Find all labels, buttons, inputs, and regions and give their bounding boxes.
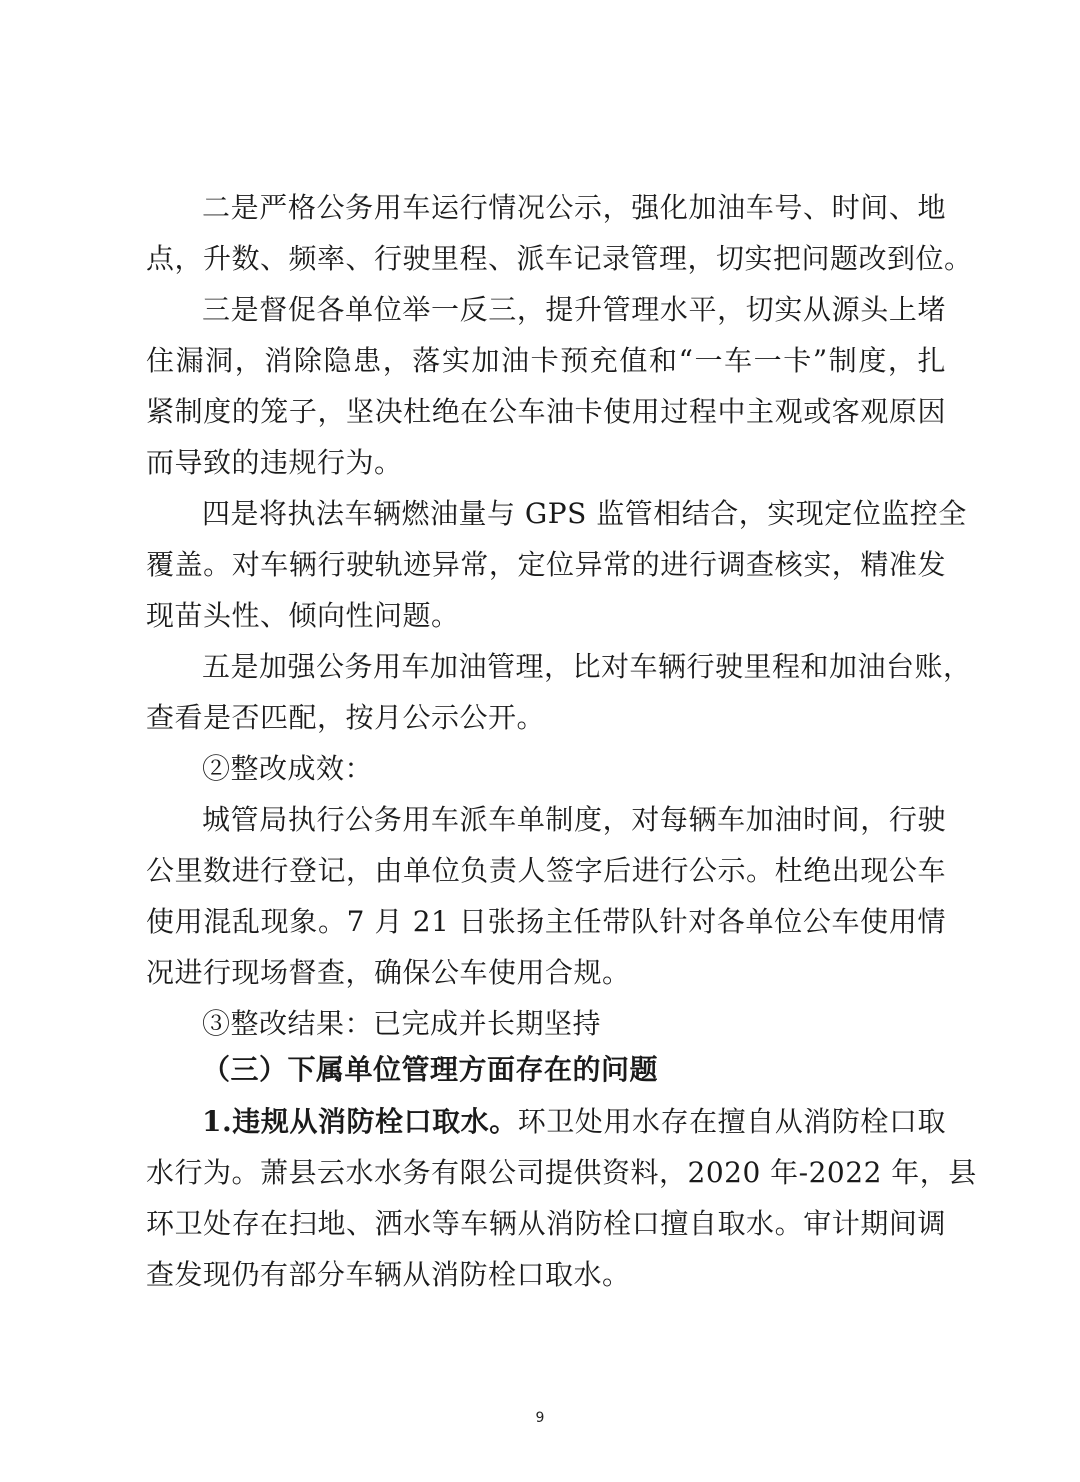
- paragraph-line: 三是督促各单位举一反三，提升管理水平，切实从源头上堵: [202, 293, 946, 326]
- paragraph-line: 水行为。萧县云水水务有限公司提供资料，2020 年-2022 年，县: [146, 1156, 977, 1189]
- paragraph-line: 覆盖。对车辆行驶轨迹异常，定位异常的进行调查核实，精准发: [146, 548, 946, 581]
- paragraph-line: 住漏洞，消除隐患，落实加油卡预充值和“一车一卡”制度，扎: [146, 344, 946, 377]
- item-text: 环卫处用水存在擅自从消防栓口取: [517, 1105, 946, 1138]
- paragraph-line: 况进行现场督查，确保公车使用合规。: [146, 956, 631, 989]
- page-number: 9: [535, 1410, 545, 1426]
- section-label: ③整改结果：已完成并长期坚持: [202, 1007, 602, 1040]
- paragraph-line: 城管局执行公务用车派车单制度，对每辆车加油时间，行驶: [202, 803, 946, 836]
- paragraph-line: 公里数进行登记，由单位负责人签字后进行公示。杜绝出现公车: [146, 854, 946, 887]
- item-heading: 1.违规从消防栓口取水。: [202, 1105, 518, 1138]
- paragraph-line: 现苗头性、倾向性问题。: [146, 599, 460, 632]
- paragraph-line: 五是加强公务用车加油管理，比对车辆行驶里程和加油台账，: [202, 650, 972, 683]
- paragraph-line: [202, 1104, 946, 1140]
- paragraph-line: 环卫处存在扫地、洒水等车辆从消防栓口擅自取水。审计期间调: [146, 1207, 946, 1240]
- paragraph-line: 点，升数、频率、行驶里程、派车记录管理，切实把问题改到位。: [146, 242, 973, 275]
- paragraph-line: 查发现仍有部分车辆从消防栓口取水。: [146, 1258, 631, 1291]
- paragraph-line: 而导致的违规行为。: [146, 446, 403, 479]
- paragraph-line: 二是严格公务用车运行情况公示，强化加油车号、时间、地: [202, 191, 946, 224]
- paragraph-line: 紧制度的笼子，坚决杜绝在公车油卡使用过程中主观或客观原因: [146, 395, 946, 428]
- paragraph-line: 使用混乱现象。7 月 21 日张扬主任带队针对各单位公车使用情: [146, 905, 946, 938]
- paragraph-line: 四是将执法车辆燃油量与 GPS 监管相结合，实现定位监控全: [202, 497, 967, 530]
- section-heading: （三）下属单位管理方面存在的问题: [202, 1053, 659, 1086]
- section-label: ②整改成效：: [202, 752, 374, 785]
- paragraph-line: 查看是否匹配，按月公示公开。: [146, 701, 546, 734]
